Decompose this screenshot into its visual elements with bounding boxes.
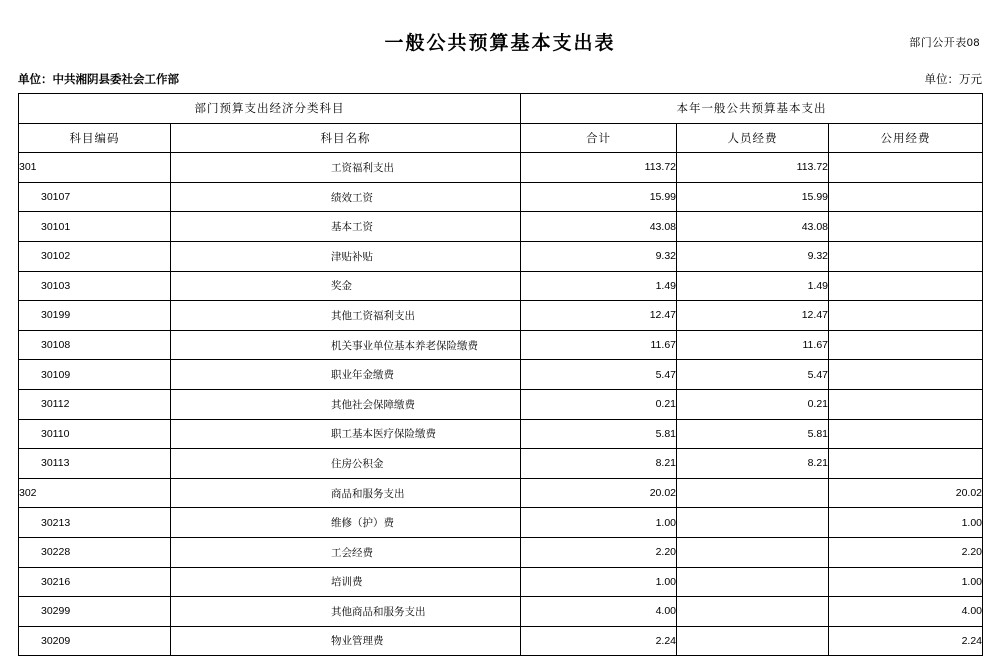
table-row: [19, 597, 983, 627]
table-column-header-row: [19, 123, 983, 153]
cell-code: 30109: [19, 360, 171, 390]
cell-public: [829, 182, 983, 212]
cell-public: [829, 419, 983, 449]
table-row: [19, 301, 983, 331]
cell-total: 20.02: [521, 478, 677, 508]
cell-public: 2.20: [829, 537, 983, 567]
cell-public: [829, 449, 983, 479]
cell-total: 1.00: [521, 567, 677, 597]
cell-code: 30107: [19, 182, 171, 212]
cell-public: 2.24: [829, 626, 983, 656]
cell-code: 30101: [19, 212, 171, 242]
table-row: [19, 271, 983, 301]
cell-public: [829, 360, 983, 390]
table-group-header-row: [19, 94, 983, 124]
cell-public: [829, 389, 983, 419]
cell-code: 302: [19, 478, 171, 508]
cell-total: 12.47: [521, 301, 677, 331]
cell-name: [171, 153, 521, 183]
column-header-public: 公用经费: [829, 123, 983, 153]
amount-unit-label: 单位：万元: [924, 74, 982, 86]
cell-name: [171, 508, 521, 538]
cell-name-text: 工会经费: [331, 546, 373, 559]
cell-public: [829, 271, 983, 301]
cell-total: 5.47: [521, 360, 677, 390]
column-header-personnel: 人员经费: [677, 123, 829, 153]
cell-personnel: 11.67: [677, 330, 829, 360]
cell-code: 30199: [19, 301, 171, 331]
cell-public: 20.02: [829, 478, 983, 508]
column-header-total: 合计: [521, 123, 677, 153]
cell-personnel: 5.47: [677, 360, 829, 390]
cell-total: 15.99: [521, 182, 677, 212]
cell-name: [171, 626, 521, 656]
cell-code: 30112: [19, 389, 171, 419]
cell-name-text: 商品和服务支出: [331, 487, 405, 500]
cell-name-text: 住房公积金: [331, 457, 384, 470]
cell-personnel: 9.32: [677, 241, 829, 271]
cell-total: 4.00: [521, 597, 677, 627]
table-row: [19, 182, 983, 212]
table-row: [19, 626, 983, 656]
budget-table: [18, 93, 983, 656]
cell-name: [171, 301, 521, 331]
cell-public: 1.00: [829, 567, 983, 597]
cell-code: 30113: [19, 449, 171, 479]
cell-total: 9.32: [521, 241, 677, 271]
table-row: [19, 537, 983, 567]
table-row: [19, 360, 983, 390]
cell-code: 30209: [19, 626, 171, 656]
cell-name: [171, 537, 521, 567]
cell-name: [171, 567, 521, 597]
cell-public: [829, 330, 983, 360]
cell-public: 4.00: [829, 597, 983, 627]
table-row: [19, 508, 983, 538]
cell-code: 30110: [19, 419, 171, 449]
cell-name-text: 职业年金缴费: [331, 369, 394, 382]
table-row: [19, 389, 983, 419]
cell-personnel: 5.81: [677, 419, 829, 449]
cell-code: 30216: [19, 567, 171, 597]
cell-public: [829, 153, 983, 183]
cell-total: 1.49: [521, 271, 677, 301]
cell-name: [171, 330, 521, 360]
table-row: [19, 241, 983, 271]
table-body: [19, 153, 983, 656]
cell-personnel: [677, 508, 829, 538]
cell-name: [171, 389, 521, 419]
table-row: [19, 478, 983, 508]
cell-name-text: 职工基本医疗保险缴费: [331, 428, 436, 441]
cell-name: [171, 478, 521, 508]
cell-name-text: 绩效工资: [331, 191, 373, 204]
cell-personnel: [677, 478, 829, 508]
cell-personnel: 12.47: [677, 301, 829, 331]
cell-personnel: 8.21: [677, 449, 829, 479]
column-header-code: 科目编码: [19, 123, 171, 153]
cell-total: 11.67: [521, 330, 677, 360]
cell-code: 301: [19, 153, 171, 183]
cell-total: 113.72: [521, 153, 677, 183]
cell-name-text: 物业管理费: [331, 635, 384, 648]
table-row: [19, 330, 983, 360]
cell-personnel: 0.21: [677, 389, 829, 419]
cell-name-text: 基本工资: [331, 221, 373, 234]
department-unit-label: 单位：中共湘阴县委社会工作部: [18, 74, 179, 86]
cell-name-text: 机关事业单位基本养老保险缴费: [331, 339, 478, 352]
cell-name-text: 培训费: [331, 576, 363, 589]
cell-name: [171, 360, 521, 390]
cell-name: [171, 212, 521, 242]
document-tag: 部门公开表08: [909, 37, 980, 49]
cell-name-text: 奖金: [331, 280, 352, 293]
cell-total: 1.00: [521, 508, 677, 538]
cell-personnel: [677, 626, 829, 656]
cell-code: 30103: [19, 271, 171, 301]
cell-personnel: [677, 597, 829, 627]
cell-personnel: [677, 567, 829, 597]
cell-total: 0.21: [521, 389, 677, 419]
meta-row: [18, 71, 982, 87]
cell-name: [171, 419, 521, 449]
table-row: [19, 567, 983, 597]
table-header: [19, 94, 983, 153]
cell-public: [829, 301, 983, 331]
cell-total: 2.20: [521, 537, 677, 567]
cell-name-text: 其他工资福利支出: [331, 309, 415, 322]
cell-name-text: 津贴补贴: [331, 250, 373, 263]
cell-personnel: 15.99: [677, 182, 829, 212]
column-header-name: 科目名称: [171, 123, 521, 153]
table-row: [19, 153, 983, 183]
page-title: 一般公共预算基本支出表: [384, 33, 616, 54]
cell-code: 30108: [19, 330, 171, 360]
table-row: [19, 212, 983, 242]
cell-personnel: 113.72: [677, 153, 829, 183]
table-row: [19, 419, 983, 449]
group-header-current-year-budget: 本年一般公共预算基本支出: [521, 94, 983, 124]
cell-public: 1.00: [829, 508, 983, 538]
cell-name: [171, 449, 521, 479]
cell-name: [171, 182, 521, 212]
document-page: [0, 28, 1000, 663]
cell-name: [171, 241, 521, 271]
cell-name-text: 其他商品和服务支出: [331, 605, 426, 618]
cell-public: [829, 241, 983, 271]
cell-total: 8.21: [521, 449, 677, 479]
cell-total: 5.81: [521, 419, 677, 449]
cell-name-text: 工资福利支出: [331, 161, 394, 174]
cell-personnel: 43.08: [677, 212, 829, 242]
cell-total: 2.24: [521, 626, 677, 656]
cell-code: 30228: [19, 537, 171, 567]
cell-name-text: 其他社会保障缴费: [331, 398, 415, 411]
cell-name: [171, 271, 521, 301]
cell-personnel: [677, 537, 829, 567]
cell-public: [829, 212, 983, 242]
cell-code: 30213: [19, 508, 171, 538]
cell-code: 30102: [19, 241, 171, 271]
cell-personnel: 1.49: [677, 271, 829, 301]
cell-name-text: 维修（护）费: [331, 517, 394, 530]
table-row: [19, 449, 983, 479]
cell-code: 30299: [19, 597, 171, 627]
cell-total: 43.08: [521, 212, 677, 242]
group-header-economic-category: 部门预算支出经济分类科目: [19, 94, 521, 124]
cell-name: [171, 597, 521, 627]
